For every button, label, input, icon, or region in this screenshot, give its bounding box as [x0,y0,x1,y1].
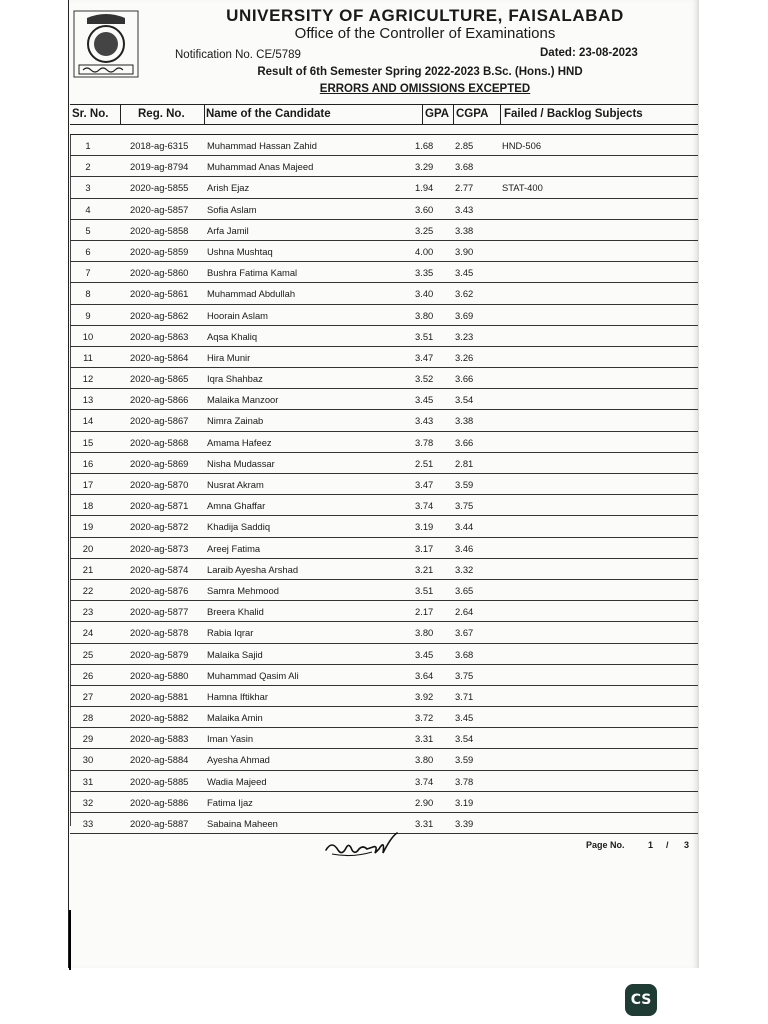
cell-sr-no: 17 [82,479,94,490]
cell-gpa: 3.72 [415,712,434,724]
cell-gpa: 3.47 [415,479,434,490]
cell-failed-subjects: HND-506 [502,140,542,151]
cell-sr-no: 10 [82,330,94,342]
cell-sr-no: 7 [85,267,91,279]
cell-sr-no: 6 [85,245,91,257]
cell-sr-no: 33 [82,818,94,829]
table-row [70,707,698,728]
cell-gpa: 3.43 [415,415,434,427]
result-title: Result of 6th Semester Spring 2022-2023 B.Sc. (Hons.) HND [257,66,583,78]
table-row [70,262,698,283]
cell-sr-no: 18 [82,500,94,512]
table-header [70,104,698,125]
cell-candidate-name: Arfa Jamil [207,224,249,236]
cell-cgpa: 3.19 [455,796,474,808]
cell-gpa: 3.29 [415,161,434,173]
cell-reg-no: 2018-ag-6315 [130,140,189,151]
header-divider [500,105,501,124]
cell-candidate-name: Malaika Manzoor [207,394,279,406]
cell-gpa: 3.25 [415,224,434,236]
table-row [70,177,698,198]
cell-sr-no: 23 [82,606,94,618]
cell-reg-no: 2020-ag-5868 [130,436,189,448]
cell-cgpa: 3.59 [455,479,474,490]
cell-cgpa: 3.59 [455,754,474,766]
table-row [70,749,698,770]
university-seal-icon [73,10,139,78]
cell-gpa: 2.90 [415,796,434,808]
university-title: UNIVERSITY OF AGRICULTURE, FAISALABAD [226,6,624,25]
cell-reg-no: 2020-ag-5887 [130,818,189,829]
cell-reg-no: 2020-ag-5885 [130,775,189,787]
cell-gpa: 3.31 [415,733,434,745]
cell-candidate-name: Iqra Shahbaz [207,373,263,385]
cell-cgpa: 3.38 [455,415,474,427]
cell-candidate-name: Muhammad Anas Majeed [207,161,314,173]
notification-date: Dated: 23-08-2023 [540,47,638,59]
cell-reg-no: 2020-ag-5872 [130,521,189,533]
cell-gpa: 3.21 [415,563,434,575]
cell-cgpa: 2.77 [455,182,474,194]
header-name: Name of the Candidate [206,108,331,120]
page-total: 3 [684,840,690,850]
cell-sr-no: 8 [85,288,91,300]
table-row [70,283,698,304]
cell-gpa: 3.92 [415,690,434,702]
cell-candidate-name: Breera Khalid [207,606,264,618]
table-row [70,601,698,622]
table-row [70,220,698,241]
cell-sr-no: 31 [82,775,94,787]
cell-reg-no: 2020-ag-5880 [130,669,189,681]
cell-reg-no: 2020-ag-5869 [130,457,189,469]
cell-sr-no: 4 [85,203,91,215]
cell-sr-no: 2 [85,161,91,173]
cell-reg-no: 2020-ag-5858 [130,224,189,236]
table-row [70,771,698,792]
cell-candidate-name: Amama Hafeez [207,436,272,448]
cell-candidate-name: Areej Fatima [207,542,261,554]
table-row [70,665,698,686]
cell-reg-no: 2020-ag-5867 [130,415,189,427]
cell-candidate-name: Muhammad Hassan Zahid [207,140,317,151]
cell-sr-no: 9 [85,309,91,321]
cell-gpa: 3.47 [415,351,434,363]
cell-reg-no: 2020-ag-5873 [130,542,189,554]
cell-gpa: 3.80 [415,309,434,321]
cell-gpa: 3.64 [415,669,434,681]
table-row [70,432,698,453]
cell-reg-no: 2020-ag-5870 [130,479,189,490]
cell-cgpa: 3.44 [455,521,474,533]
cell-sr-no: 15 [82,436,94,448]
cell-gpa: 3.51 [415,584,434,596]
cell-cgpa: 3.75 [455,669,474,681]
cell-sr-no: 28 [82,712,94,724]
cell-gpa: 3.60 [415,203,434,215]
cell-candidate-name: Hira Munir [207,351,251,363]
cell-reg-no: 2020-ag-5859 [130,245,189,257]
cell-candidate-name: Amna Ghaffar [207,500,266,512]
cell-sr-no: 24 [82,627,94,639]
cell-candidate-name: Ushna Mushtaq [207,245,273,257]
cell-candidate-name: Bushra Fatima Kamal [207,267,298,279]
cell-candidate-name: Khadija Saddiq [207,521,271,533]
cell-reg-no: 2020-ag-5878 [130,627,189,639]
cell-cgpa: 3.78 [455,775,474,787]
cell-reg-no: 2020-ag-5884 [130,754,189,766]
office-title: Office of the Controller of Examinations [294,25,556,42]
cell-sr-no: 21 [82,563,94,575]
table-row [70,474,698,495]
cell-reg-no: 2020-ag-5886 [130,796,189,808]
table-row [70,368,698,389]
cell-cgpa: 3.38 [455,224,474,236]
cell-reg-no: 2020-ag-5860 [130,267,189,279]
cell-candidate-name: Aqsa Khaliq [207,330,258,342]
cell-cgpa: 3.90 [455,245,474,257]
cell-reg-no: 2020-ag-5862 [130,309,189,321]
cell-sr-no: 3 [85,182,91,194]
header-divider [422,105,423,124]
cell-gpa: 4.00 [415,245,434,257]
cell-candidate-name: Iman Yasin [207,733,254,745]
cell-candidate-name: Nusrat Akram [207,479,264,490]
cell-reg-no: 2020-ag-5881 [130,690,189,702]
cell-reg-no: 2020-ag-5857 [130,203,189,215]
table-row [70,199,698,220]
cell-reg-no: 2020-ag-5864 [130,351,189,363]
table-row [70,241,698,262]
cell-candidate-name: Muhammad Abdullah [207,288,296,300]
table-row [70,686,698,707]
cell-cgpa: 3.45 [455,712,474,724]
cell-sr-no: 14 [82,415,94,427]
cell-candidate-name: Fatima Ijaz [207,796,253,808]
header-divider [120,105,121,124]
cell-candidate-name: Sabaina Maheen [207,818,278,829]
cell-sr-no: 11 [83,351,93,363]
table-row [70,813,698,834]
cell-reg-no: 2020-ag-5863 [130,330,189,342]
cell-gpa: 3.52 [415,373,434,385]
cell-gpa: 3.17 [415,542,434,554]
table-row [70,389,698,410]
cell-cgpa: 3.65 [455,584,474,596]
cell-reg-no: 2020-ag-5879 [130,648,189,660]
cell-cgpa: 3.62 [455,288,474,300]
header-reg: Reg. No. [138,108,185,120]
cell-cgpa: 3.54 [455,733,474,745]
errors-note: ERRORS AND OMISSIONS EXCEPTED [319,83,531,95]
cell-gpa: 3.80 [415,627,434,639]
cell-reg-no: 2020-ag-5865 [130,373,189,385]
cell-sr-no: 16 [82,457,94,469]
cell-gpa: 3.35 [415,267,434,279]
cell-sr-no: 12 [82,373,94,385]
cell-reg-no: 2020-ag-5876 [130,584,189,596]
cell-gpa: 3.45 [415,394,434,406]
page-current: 1 [648,840,654,850]
cell-reg-no: 2020-ag-5866 [130,394,189,406]
cell-candidate-name: Samra Mehmood [207,584,279,596]
cell-sr-no: 29 [82,733,94,745]
cell-cgpa: 3.46 [455,542,474,554]
cell-cgpa: 3.54 [455,394,474,406]
table-row [70,135,698,156]
cell-gpa: 3.45 [415,648,434,660]
cell-gpa: 3.74 [415,775,434,787]
signature-icon [322,832,406,866]
cell-gpa: 3.19 [415,521,434,533]
cell-cgpa: 3.43 [455,203,474,215]
cell-cgpa: 3.67 [455,627,474,639]
cell-reg-no: 2020-ag-5855 [130,182,189,194]
cell-sr-no: 25 [82,648,94,660]
cell-cgpa: 3.66 [455,436,474,448]
notification-number: Notification No. CE/5789 [175,49,301,61]
table-row [70,495,698,516]
table-row [70,453,698,474]
header-sr: Sr. No. [72,108,109,120]
cell-candidate-name: Hamna Iftikhar [207,690,268,702]
table-row [70,622,698,643]
cell-candidate-name: Malaika Sajid [207,648,263,660]
cell-sr-no: 30 [82,754,94,766]
cell-sr-no: 13 [82,394,94,406]
cell-cgpa: 2.81 [455,457,474,469]
cell-gpa: 3.31 [415,818,434,829]
cell-sr-no: 19 [82,521,94,533]
cell-gpa: 1.68 [415,140,434,151]
cell-cgpa: 3.68 [455,648,474,660]
cell-cgpa: 3.32 [455,563,474,575]
cell-cgpa: 3.23 [455,330,474,342]
cell-candidate-name: Nisha Mudassar [207,457,275,469]
header-cgpa: CGPA [456,108,489,120]
table-row [70,559,698,580]
result-table [70,134,698,834]
table-row [70,305,698,326]
cell-cgpa: 3.45 [455,267,474,279]
cell-gpa: 3.51 [415,330,434,342]
cell-cgpa: 3.26 [455,351,474,363]
cell-cgpa: 2.85 [455,140,474,151]
cell-sr-no: 22 [82,584,94,596]
table-row [70,326,698,347]
cell-sr-no: 1 [85,140,91,151]
table-row [70,580,698,601]
table-row [70,728,698,749]
cell-candidate-name: Rabia Iqrar [207,627,254,639]
page-edge-mark [69,910,71,970]
cell-sr-no: 27 [82,690,94,702]
header-gpa: GPA [425,108,450,120]
cell-candidate-name: Muhammad Qasim Ali [207,669,299,681]
cell-cgpa: 3.69 [455,309,474,321]
cell-cgpa: 3.71 [455,690,474,702]
cell-candidate-name: Hoorain Aslam [207,309,268,321]
cell-reg-no: 2019-ag-8794 [130,161,189,173]
cell-sr-no: 20 [82,542,94,554]
cell-reg-no: 2020-ag-5874 [130,563,189,575]
cell-reg-no: 2020-ag-5877 [130,606,189,618]
cell-sr-no: 5 [85,224,91,236]
table-row [70,347,698,368]
table-row [70,410,698,431]
cell-gpa: 3.80 [415,754,434,766]
page-separator: / [666,840,669,850]
cell-gpa: 3.78 [415,436,434,448]
table-row [70,156,698,177]
cell-cgpa: 2.64 [455,606,474,618]
cell-reg-no: 2020-ag-5861 [130,288,189,300]
cell-reg-no: 2020-ag-5882 [130,712,189,724]
cell-failed-subjects: STAT-400 [502,182,543,194]
cell-candidate-name: Sofia Aslam [207,203,257,215]
header-divider [204,105,205,124]
cell-cgpa: 3.68 [455,161,474,173]
cell-gpa: 1.94 [415,182,434,194]
table-row [70,538,698,559]
table-row [70,644,698,665]
cell-candidate-name: Nimra Zainab [207,415,264,427]
cell-candidate-name: Arish Ejaz [207,182,250,194]
cell-candidate-name: Wadia Majeed [207,775,267,787]
cell-cgpa: 3.39 [455,818,474,829]
cell-sr-no: 26 [82,669,94,681]
cell-candidate-name: Ayesha Ahmad [207,754,270,766]
cell-gpa: 2.51 [415,457,434,469]
table-row [70,516,698,537]
cell-cgpa: 3.75 [455,500,474,512]
page-number-label: Page No. [586,840,625,850]
cell-gpa: 3.74 [415,500,434,512]
cell-gpa: 3.40 [415,288,434,300]
cell-candidate-name: Laraib Ayesha Arshad [207,563,299,575]
camscanner-badge[interactable]: CS [625,984,657,1016]
table-row [70,792,698,813]
cell-candidate-name: Malaika Amin [207,712,263,724]
cell-reg-no: 2020-ag-5871 [130,500,189,512]
cell-cgpa: 3.66 [455,373,474,385]
header-failed: Failed / Backlog Subjects [504,108,643,120]
cell-reg-no: 2020-ag-5883 [130,733,189,745]
header-divider [453,105,454,124]
cell-gpa: 2.17 [415,606,434,618]
cell-sr-no: 32 [82,796,94,808]
